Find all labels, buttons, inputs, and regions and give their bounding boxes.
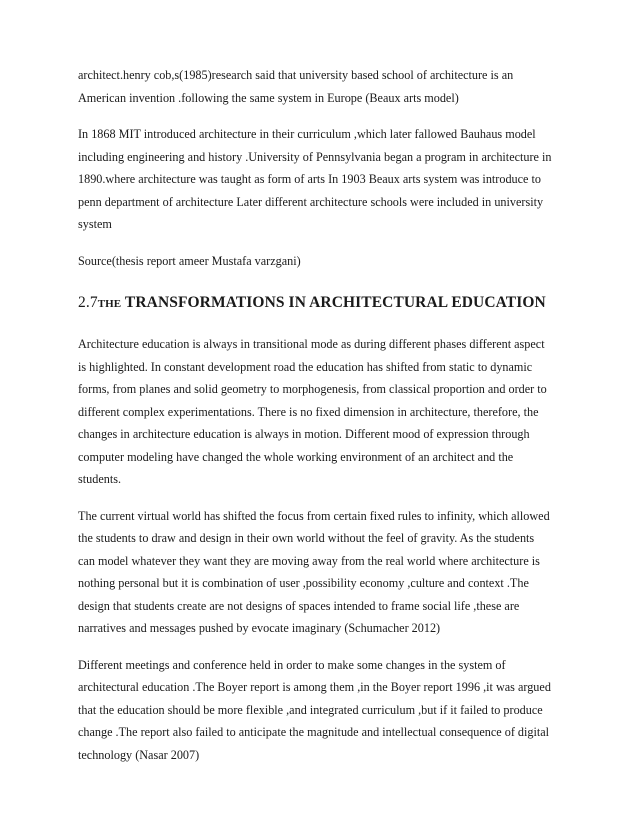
text-line: architectural education .The Boyer report is among them ,in the Boyer report 1996 ,it was argued [78,680,551,694]
section-number: 2.7 [78,294,98,311]
text-line: architect.henry cob,s(1985)research said that university based school of architecture is an [78,68,514,82]
paragraph-mit-history [78,123,560,236]
text-line: penn department of architecture Later different architecture schools were included in university [78,194,544,209]
text-line: different complex experimentations. There is no fixed dimension in architecture, therefore, the [78,404,539,419]
document-page [78,64,560,780]
text-line: nothing personal but it is combination of user ,possibility economy ,culture and context .The [78,576,529,590]
source-citation: Source(thesis report ameer Mustafa varzgani) [78,253,301,268]
text-line: can model whatever they want they are moving away from the real world where architecture is [78,553,540,568]
text-line: is highlighted. In constant development road the education has shifted from static to dynamic [78,359,533,374]
text-line: change .The report also failed to anticipate the magnitude and intellectual consequence of digital [78,725,550,739]
text-line: students. [78,472,121,486]
text-line: computer modeling have changed the whole working environment of an architect and the [78,449,514,464]
text-line: including engineering and history .University of Pennsylvania began a program in architecture in [78,149,552,164]
text-line: technology (Nasar 2007) [78,747,200,762]
text-line: narratives and messages pushed by evocate imaginary (Schumacher 2012) [78,621,441,635]
text-line: The current virtual world has shifted the focus from certain fixed rules to infinity, which allowed [78,508,550,523]
text-line: American invention .following the same system in Europe (Beaux arts model) [78,90,459,105]
text-line: Architecture education is always in transitional mode as during different phases different aspect [78,337,545,351]
paragraph-boyer-report [78,654,560,767]
heading-the: THE [97,298,122,310]
text-line: that the education should be more flexible ,and integrated curriculum ,but if it failed to produce [78,702,543,717]
paragraph-cobb-research [78,64,560,109]
heading-title: TRANSFORMATIONS IN ARCHITECTURAL EDUCATION [121,294,546,311]
text-line: changes in architecture education is always in motion. Different mood of expression through [78,427,530,441]
text-line: system [78,217,112,231]
text-line: In 1868 MIT introduced architecture in their curriculum ,which later fallowed Bauhaus model [78,127,536,141]
text-line: Different meetings and conference held in order to make some changes in the system of [78,657,506,672]
text-line: the students to draw and design in their own world without the feel of gravity. As the students [78,531,535,545]
section-heading [78,292,560,315]
paragraph-transitional-mode [78,333,560,491]
text-line: forms, from planes and solid geometry to morphogenesis, from classical proportion and order to [78,382,547,396]
paragraph-virtual-world [78,505,560,640]
text-line: 1890.where architecture was taught as form of arts In 1903 Beaux arts system was introduce to [78,172,541,186]
text-line: design that students create are not designs of spaces intended to frame social life ,these are [78,598,520,613]
